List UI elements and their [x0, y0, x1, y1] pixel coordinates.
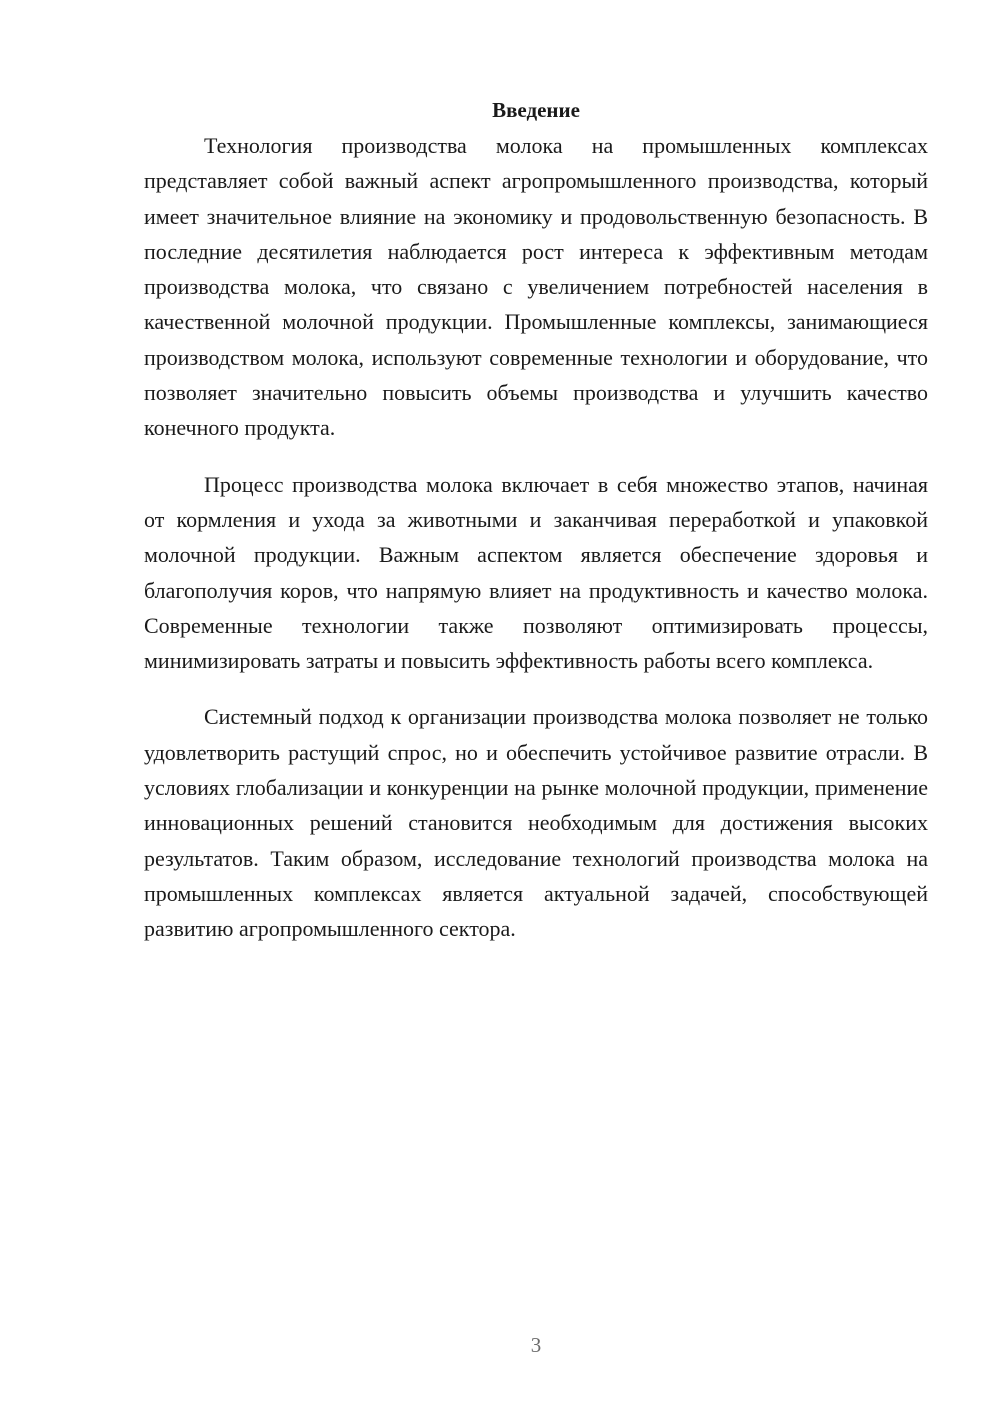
paragraph-1: Технология производства молока на промышленных комплексах представляет собой важный аспект агропромышленного производства, который имеет значительное влияние на экономику и продовольственную безопасность. В последние десятилетия наблюдается рост интереса к эффективным методам производства молока, что связано с увеличением потребностей населения в качественной молочной продукции. Промышленные комплексы, занимающиеся производством молока, используют современные технологии и оборудование, что позволяет значительно повысить объемы производства и улучшить качество конечного продукта.: [144, 133, 928, 441]
paragraph-3: Системный подход к организации производства молока позволяет не только удовлетворить растущий спрос, но и обеспечить устойчивое развитие отрасли. В условиях глобализации и конкуренции на рынке молочной продукции, применение инновационных решений становится необходимым для достижения высоких результатов. Таким образом, исследование технологий производства молока на промышленных комплексах является актуальной задачей, способствующей развитию агропромышленного сектора.: [144, 704, 928, 942]
paragraph-2: Процесс производства молока включает в себя множество этапов, начиная от кормления и ухода за животными и заканчивая переработкой и упаковкой молочной продукции. Важным аспектом является обеспечение здоровья и благополучия коров, что напрямую влияет на продуктивность и качество молока. Современные технологии также позволяют оптимизировать процессы, минимизировать затраты и повысить эффективность работы всего комплекса.: [144, 471, 928, 674]
section-heading: Введение: [492, 98, 580, 122]
page-content: [144, 93, 928, 968]
page-number: 3: [530, 1333, 542, 1357]
